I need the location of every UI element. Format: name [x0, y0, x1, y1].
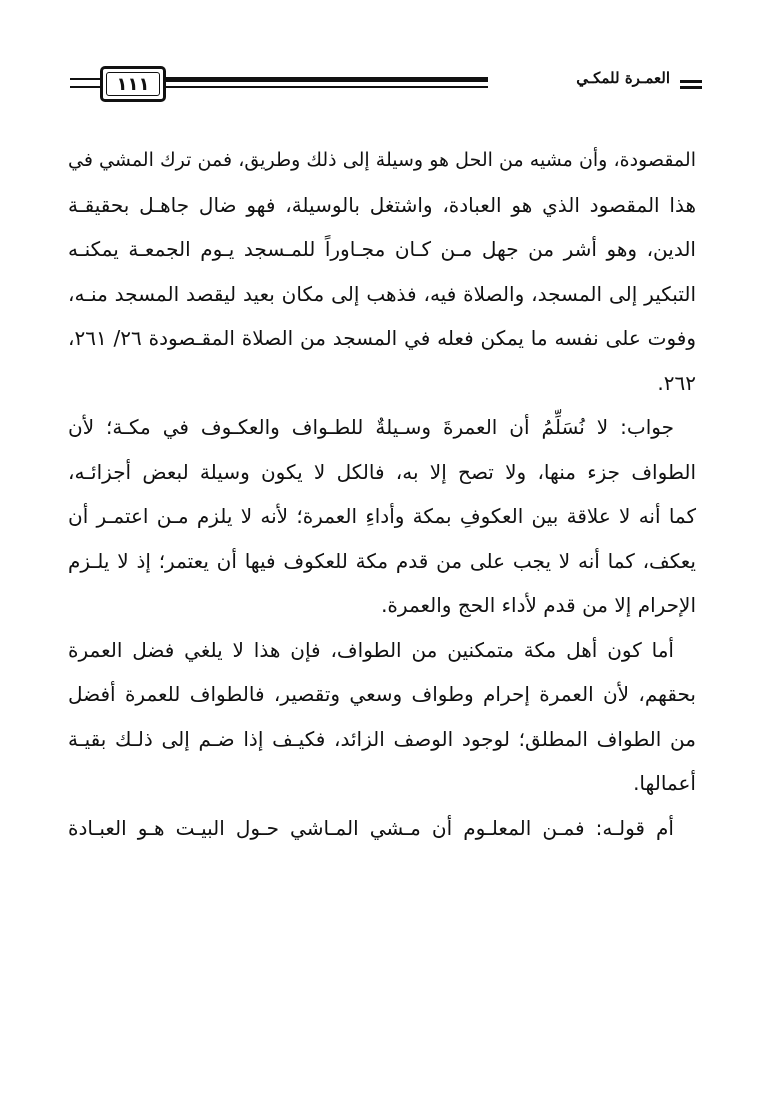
header-rule-thin	[166, 86, 488, 88]
text-line: من الطواف المطلق؛ لوجود الوصف الزائد، فكيـف إذا ضـم إلى ذلـك بقيـة	[68, 726, 696, 751]
text-line: الإحرام إلا من قدم لأداء الحج والعمرة.	[381, 593, 696, 617]
text-line: أم قولـه: فمـن المعلـوم أن مـشي المـاشي حـول البيـت هـو العبـادة	[68, 815, 674, 840]
text-line: التبكير إلى المسجد، والصلاة فيه، فذهب إلى مكان بعيد ليقصد المسجد منـه،	[68, 281, 696, 306]
page-header	[70, 66, 702, 106]
header-ornament	[680, 80, 702, 92]
text-line: بحقهم، لأن العمرة إحرام وطواف وسعي وتقصير، فالطواف للعمرة أفضل	[68, 682, 696, 706]
page-number-frame	[100, 66, 166, 102]
body-text	[68, 138, 696, 850]
text-line: يعكف، كما أنه لا يجب على من قدم مكة للعكوف فيها أن يعتمر؛ إذ لا يلـزم	[68, 548, 696, 573]
text-line: جواب: لا نُسَلِّمُ أن العمرةَ وسـيلةٌ للطـواف والعكـوف في مكـة؛ لأن	[68, 415, 674, 439]
text-line: الطواف جزء منها، ولا تصح إلا به، فالكل لا يكون وسيلة لبعض أجزائـه،	[68, 459, 696, 484]
text-line: أما كون أهل مكة متمكنين من الطواف، فإن هذا لا يلغي فضل العمرة	[68, 637, 674, 662]
header-rule-left-top	[70, 78, 100, 80]
header-rule-thick	[166, 77, 488, 82]
text-line: هذا المقصود الذي هو العبادة، واشتغل بالوسيلة، فهو ضال جاهـل بحقيقـة	[68, 192, 696, 217]
header-rule-left-bottom	[70, 86, 100, 88]
text-line: المقصودة، وأن مشيه من الحل هو وسيلة إلى ذلك وطريق، فمن ترك المشي في	[68, 149, 696, 171]
text-line: الدين، وهو أشر من جهل مـن كـان مجـاوراً للمـسجد يـوم الجمعـة يمكنـه	[68, 237, 696, 261]
running-title: العمـرة للمكـي	[576, 69, 670, 87]
text-line: أعمالها.	[633, 771, 696, 795]
text-line: وفوت على نفسه ما يمكن فعله في المسجد من الصلاة المقـصودة ٢٦/ ٢٦١،	[68, 326, 696, 350]
text-line: كما أنه لا علاقة بين العكوفِ بمكة وأداءِ العمرة؛ لأنه لا يلزم مـن اعتمـر أن	[68, 504, 696, 528]
page-number: ١١١	[116, 73, 150, 95]
text-line: ٢٦٢.	[657, 370, 696, 395]
